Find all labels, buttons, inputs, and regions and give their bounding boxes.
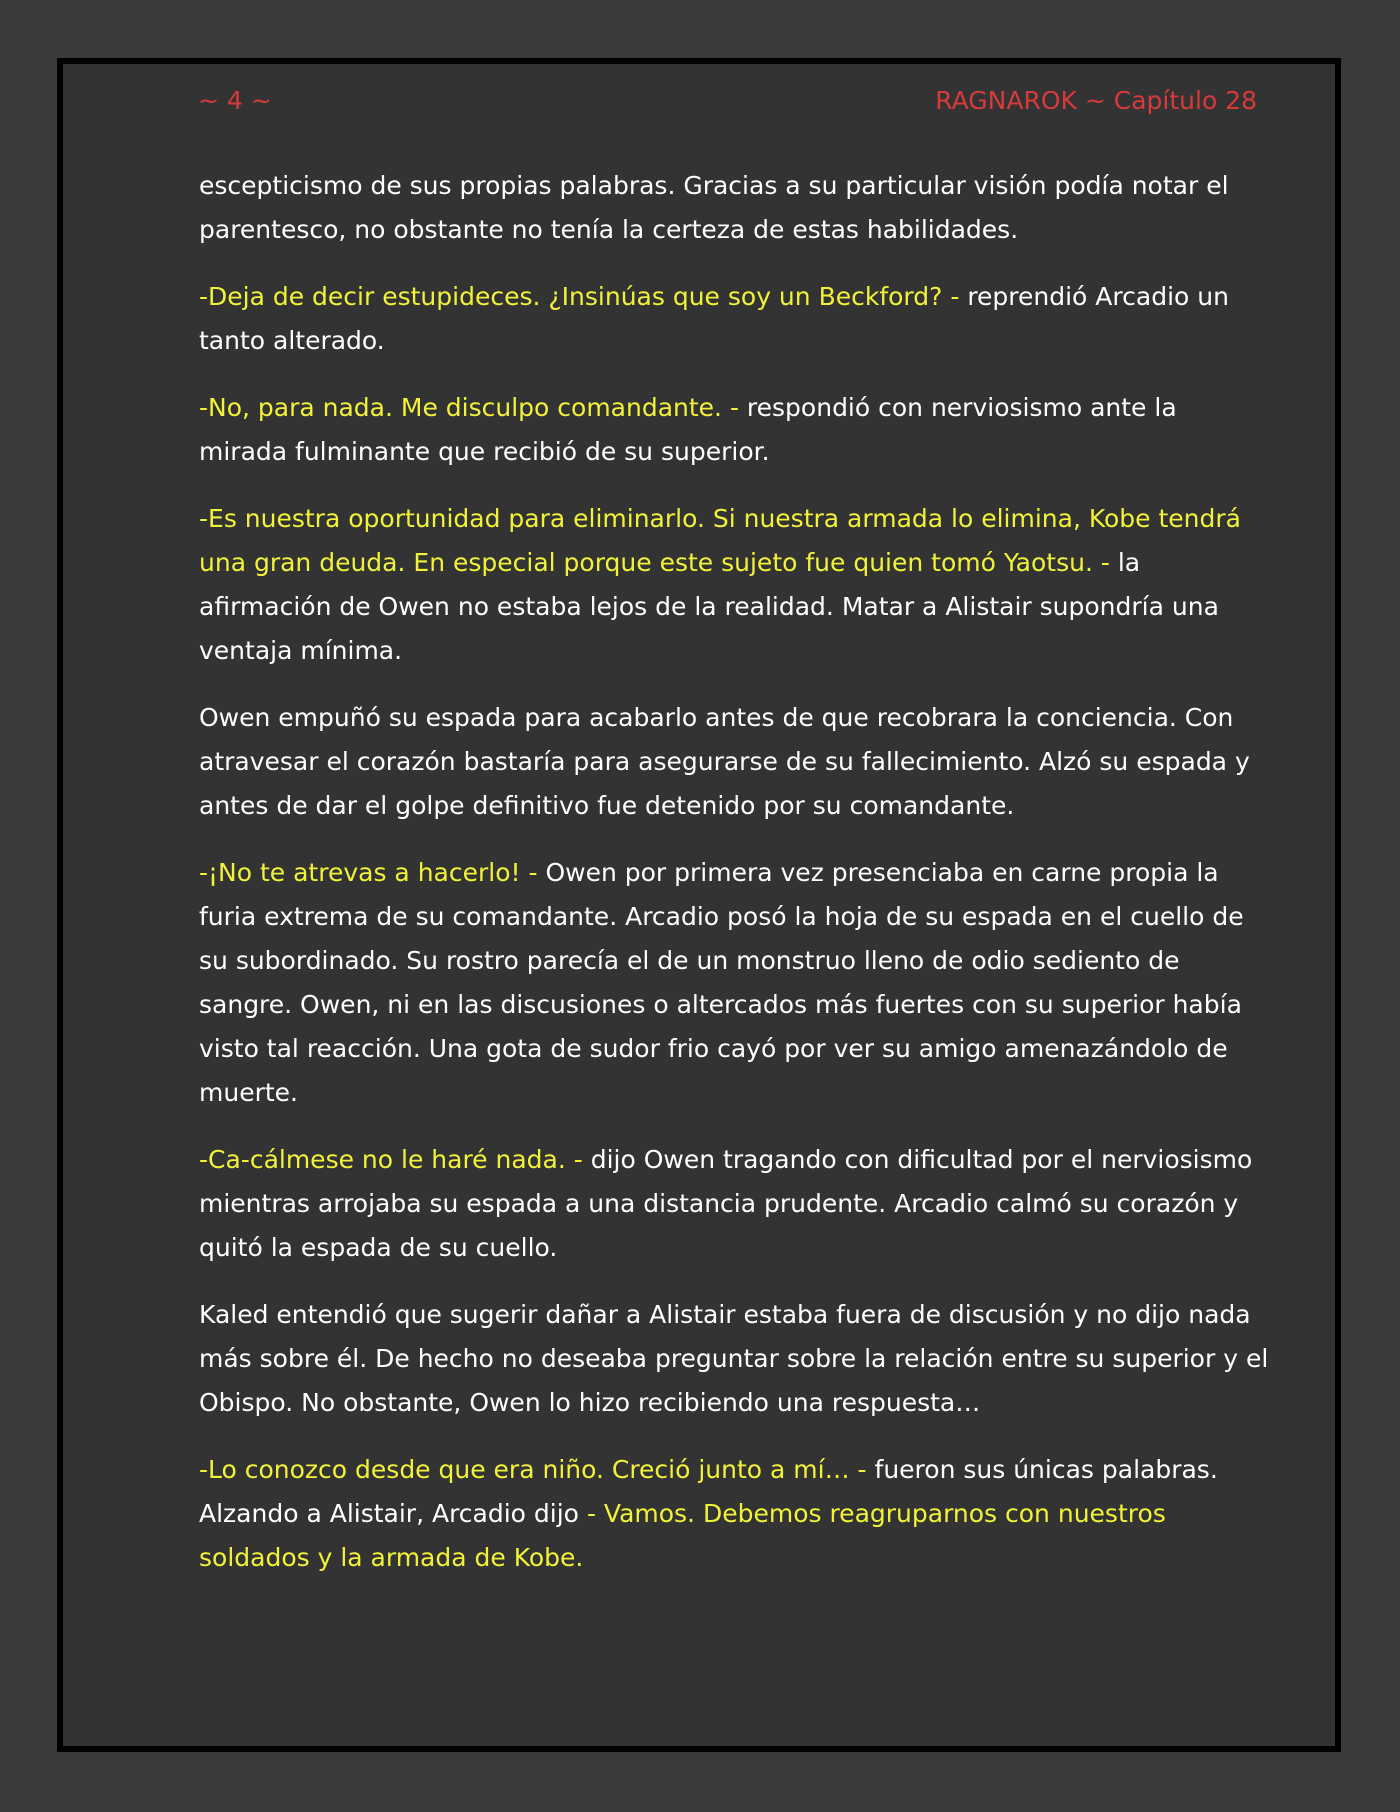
dialogue-text: -Lo conozco desde que era niño. Creció junto a mí… - bbox=[199, 1455, 875, 1484]
narration-text: Kaled entendió que sugerir dañar a Alistair estaba fuera de discusión y no dijo nada más sobre él. De hecho no deseaba preguntar sobre la relación entre su superior y el Obispo. No obstante, Owen lo hizo recibiendo una respuesta… bbox=[199, 1300, 1269, 1417]
narration-text: Owen empuñó su espada para acabarlo antes de que recobrara la conciencia. Con atravesar el corazón bastaría para asegurarse de su fallecimiento. Alzó su espada y antes de dar el golpe definitivo fue detenido por su comandante. bbox=[199, 703, 1250, 820]
paragraph bbox=[199, 275, 1269, 363]
narration-text: respondió con nerviosismo ante la mirada fulminante que recibió de su superior. bbox=[199, 393, 1177, 466]
paragraph bbox=[199, 696, 1269, 828]
page-header bbox=[198, 86, 1257, 126]
narration-text: fueron sus únicas palabras. Alzando a Alistair, Arcadio dijo bbox=[199, 1455, 1218, 1528]
paragraph bbox=[199, 497, 1269, 673]
book-page bbox=[57, 58, 1341, 1752]
paragraph bbox=[199, 386, 1269, 474]
paragraph bbox=[199, 851, 1269, 1115]
narration-text: la afirmación de Owen no estaba lejos de la realidad. Matar a Alistair supondría una ventaja mínima. bbox=[199, 548, 1219, 665]
paragraph bbox=[199, 1448, 1269, 1580]
paragraph bbox=[199, 1293, 1269, 1425]
dialogue-text: -¡No te atrevas a hacerlo! - bbox=[199, 858, 546, 887]
dialogue-text: -Ca-cálmese no le haré nada. - bbox=[199, 1145, 591, 1174]
running-title: RAGNAROK ~ Capítulo 28 bbox=[935, 86, 1257, 115]
dialogue-text: -Deja de decir estupideces. ¿Insinúas que soy un Beckford? - bbox=[199, 282, 968, 311]
narration-text: dijo Owen tragando con dificultad por el nerviosismo mientras arrojaba su espada a una distancia prudente. Arcadio calmó su corazón y quitó la espada de su cuello. bbox=[199, 1145, 1253, 1262]
narration-text: escepticismo de sus propias palabras. Gracias a su particular visión podía notar el parentesco, no obstante no tenía la certeza de estas habilidades. bbox=[199, 171, 1229, 244]
narration-text: Owen por primera vez presenciaba en carne propia la furia extrema de su comandante. Arcadio posó la hoja de su espada en el cuello de su subordinado. Su rostro parecía el de un monstruo lleno de odio sediento de sangre. Owen, ni en las discusiones o altercados más fuertes con su superior había visto tal reacción. Una gota de sudor frio cayó por ver su amigo amenazándolo de muerte. bbox=[199, 858, 1244, 1107]
page-body bbox=[199, 164, 1269, 1603]
paragraph bbox=[199, 1138, 1269, 1270]
dialogue-text: -No, para nada. Me disculpo comandante. - bbox=[199, 393, 747, 422]
narration-text: reprendió Arcadio un tanto alterado. bbox=[199, 282, 1229, 355]
dialogue-text: - Vamos. Debemos reagruparnos con nuestros soldados y la armada de Kobe. bbox=[199, 1499, 1166, 1572]
paragraph bbox=[199, 164, 1269, 252]
dialogue-text: -Es nuestra oportunidad para eliminarlo. Si nuestra armada lo elimina, Kobe tendrá una gran deuda. En especial porque este sujeto fue quien tomó Yaotsu. - bbox=[199, 504, 1241, 577]
page-number: ~ 4 ~ bbox=[198, 86, 272, 115]
